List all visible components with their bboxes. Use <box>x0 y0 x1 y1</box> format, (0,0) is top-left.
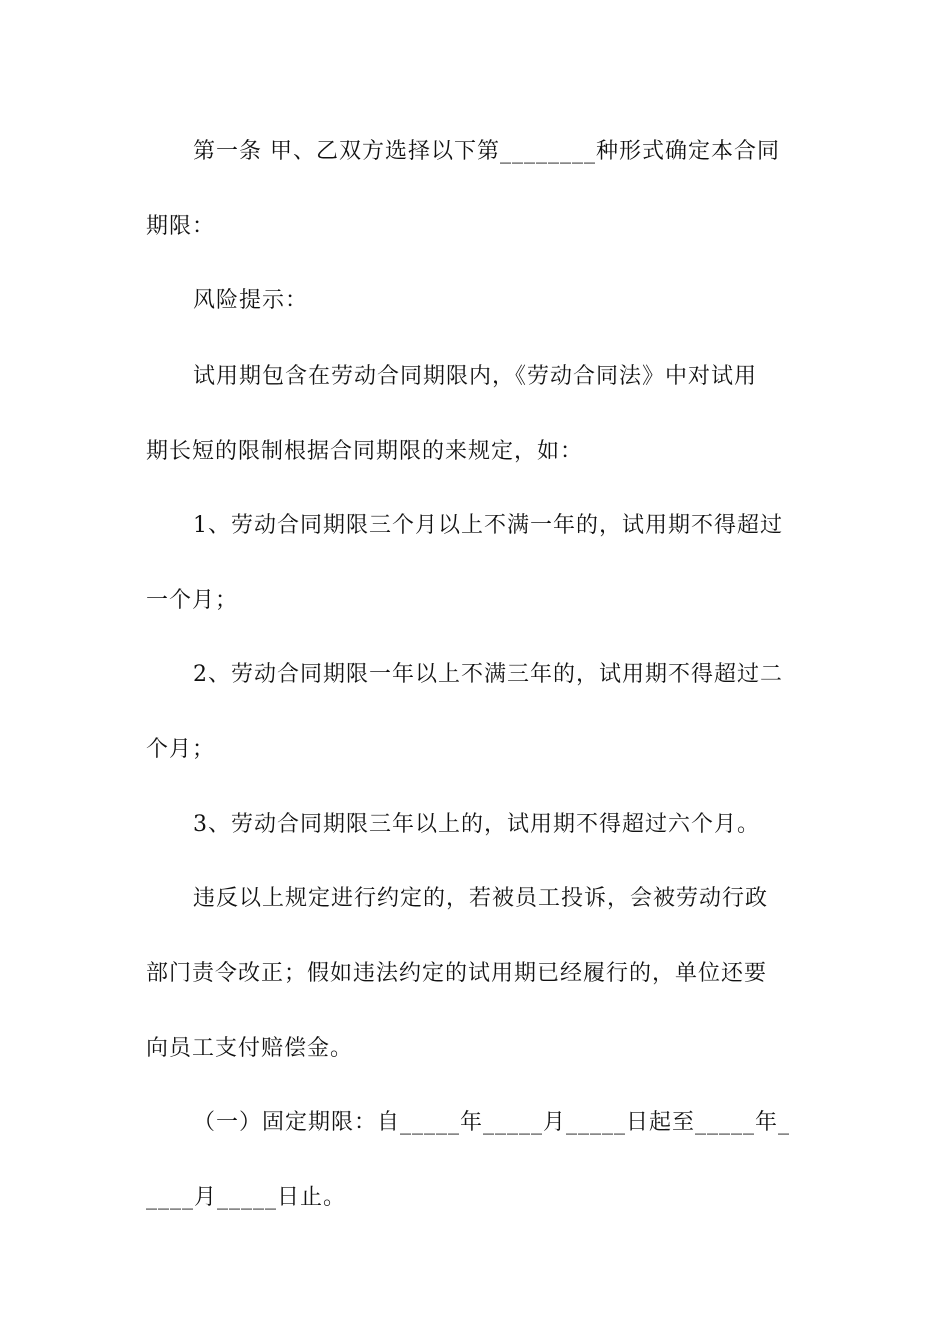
violation-continued: 部门责令改正；假如违法约定的试用期已经履行的，单位还要 <box>146 961 768 986</box>
violation-end: 向员工支付赔偿金。 <box>146 1036 354 1061</box>
probation-intro-line: 试用期包含在劳动合同期限内，《劳动合同法》中对试用 <box>193 364 758 389</box>
rule-two-continued: 个月； <box>146 737 216 762</box>
rule-one-continued: 一个月； <box>146 588 239 613</box>
rule-one-line: 1、劳动合同期限三个月以上不满一年的，试用期不得超过 <box>193 513 783 538</box>
probation-intro-continued: 期长短的限制根据合同期限的来规定，如： <box>146 439 584 464</box>
fixed-term-continued: ____月_____日止。 <box>146 1185 347 1210</box>
violation-line: 违反以上规定进行约定的，若被员工投诉，会被劳动行政 <box>193 886 769 911</box>
risk-notice-heading: 风险提示： <box>193 288 309 313</box>
article-one-line: 第一条 甲、乙双方选择以下第________种形式确定本合同 <box>193 139 780 164</box>
fixed-term-line: （一）固定期限：自_____年_____月_____日起至_____年_ <box>193 1110 791 1135</box>
rule-three-line: 3、劳动合同期限三年以上的，试用期不得超过六个月。 <box>193 812 760 837</box>
rule-two-line: 2、劳动合同期限一年以上不满三年的，试用期不得超过二 <box>193 662 783 687</box>
article-one-continued: 期限： <box>146 214 216 239</box>
